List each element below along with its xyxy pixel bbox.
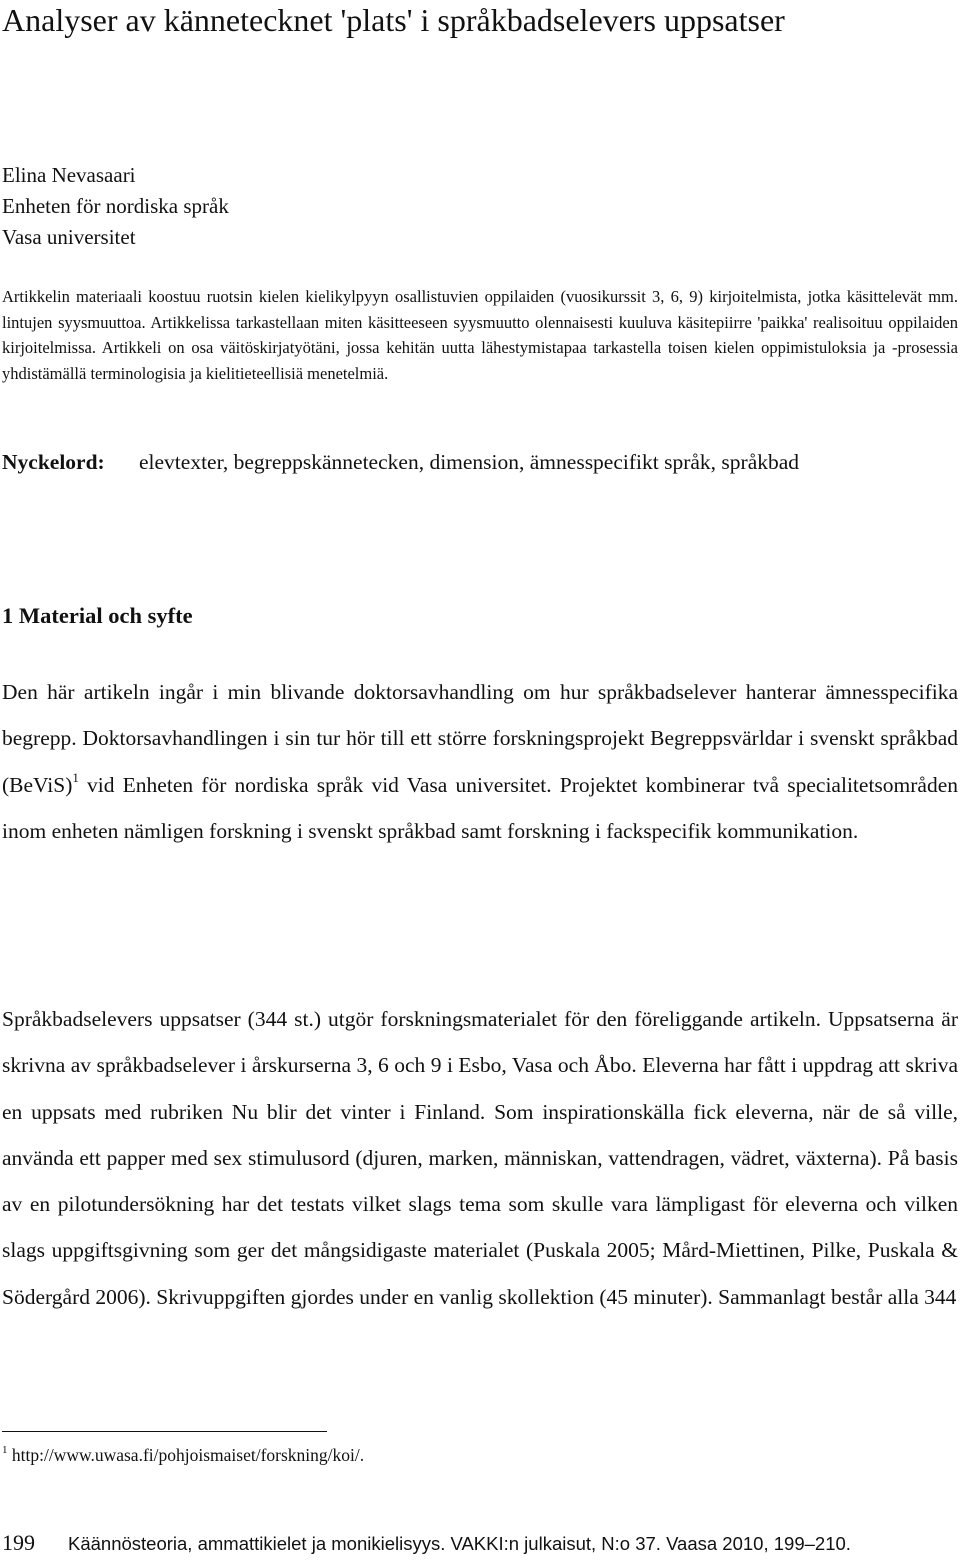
keywords-text: elevtexter, begreppskännetecken, dimension, ämnesspecifikt språk, språkbad	[139, 450, 800, 474]
article-title: Analyser av kännetecknet 'plats' i språkbadselevers uppsatser	[2, 2, 785, 38]
journal-citation: Käännösteoria, ammattikielet ja monikielisyys. VAKKI:n julkaisut, N:o 37. Vaasa 2010, 199–210.	[68, 1533, 851, 1554]
author-university: Vasa universitet	[2, 225, 136, 249]
abstract: Artikkelin materiaali koostuu ruotsin kielen kielikylpyyn osallistuvien oppilaiden (vuosikurssit 3, 6, 9) kirjoitelmista, jotka käsittelevät mm. lintujen syysmuuttoa. Artikkelissa tarkastellaan miten käsitteeseen syysmuutto olennaisesti kuuluva käsitepiirre 'paikka' realisoituu oppilaiden kirjoitelmissa. Artikkeli on osa väitöskirjatyötäni, jossa kehitän uutta lähestymistapaa tarkastella toisen kielen oppimistuloksia ja -prosessia yhdistämällä terminologisia ja kielitieteellisiä menetelmiä.	[2, 287, 958, 383]
footnote-reference: 1	[72, 769, 79, 785]
author-name: Elina Nevasaari	[2, 163, 136, 187]
author-block	[2, 160, 229, 253]
paragraph-1-text-b: vid Enheten för nordiska språk vid Vasa universitet. Projektet kombinerar två specialitetsområden inom enheten nämligen forskning i svenskt språkbad samt forskning i fackspecifik kommunikation.	[2, 772, 958, 843]
footnote-divider	[2, 1431, 327, 1432]
page-number: 199	[2, 1530, 35, 1555]
footnote-mark: 1	[2, 1444, 8, 1456]
paragraph-1	[2, 669, 958, 854]
paragraph-1-text-a: Den här artikeln ingår i min blivande doktorsavhandling om hur språkbadselever hanterar ämnesspecifika begrepp. Doktorsavhandlingen i sin tur hör till ett större forskningsprojekt Begreppsvärldar i svenskt språkbad (BeViS)	[2, 680, 958, 797]
page-footer	[2, 1530, 958, 1558]
paragraph-2: Språkbadselevers uppsatser (344 st.) utgör forskningsmaterialet för den föreliggande artikeln. Uppsatserna är skrivna av språkbadselever i årskurserna 3, 6 och 9 i Esbo, Vasa och Åbo. Eleverna har fått i uppdrag att skriva en uppsats med rubriken Nu blir det vinter i Finland. Som inspirationskälla fick eleverna, när de så ville, använda ett papper med sex stimulusord (djuren, marken, människan, vattendragen, vädret, växterna). På basis av en pilotundersökning har det testats vilket slags tema som skulle vara lämpligast för eleverna och vilken slags uppgiftsgivning som ger det mångsidigaste materialet (Puskala 2005; Mård-Miettinen, Pilke, Puskala & Södergård 2006). Skrivuppgiften gjordes under en vanlig skollektion (45 minuter). Sammanlagt består alla 344	[2, 1007, 958, 1309]
author-unit: Enheten för nordiska språk	[2, 194, 229, 218]
section-heading: 1 Material och syfte	[2, 603, 193, 628]
footnote-link: http://www.uwasa.fi/pohjoismaiset/forskning/koi/.	[7, 1445, 365, 1465]
footnote	[2, 1442, 364, 1468]
keywords-label: Nyckelord:	[2, 450, 105, 474]
keywords	[2, 444, 958, 480]
